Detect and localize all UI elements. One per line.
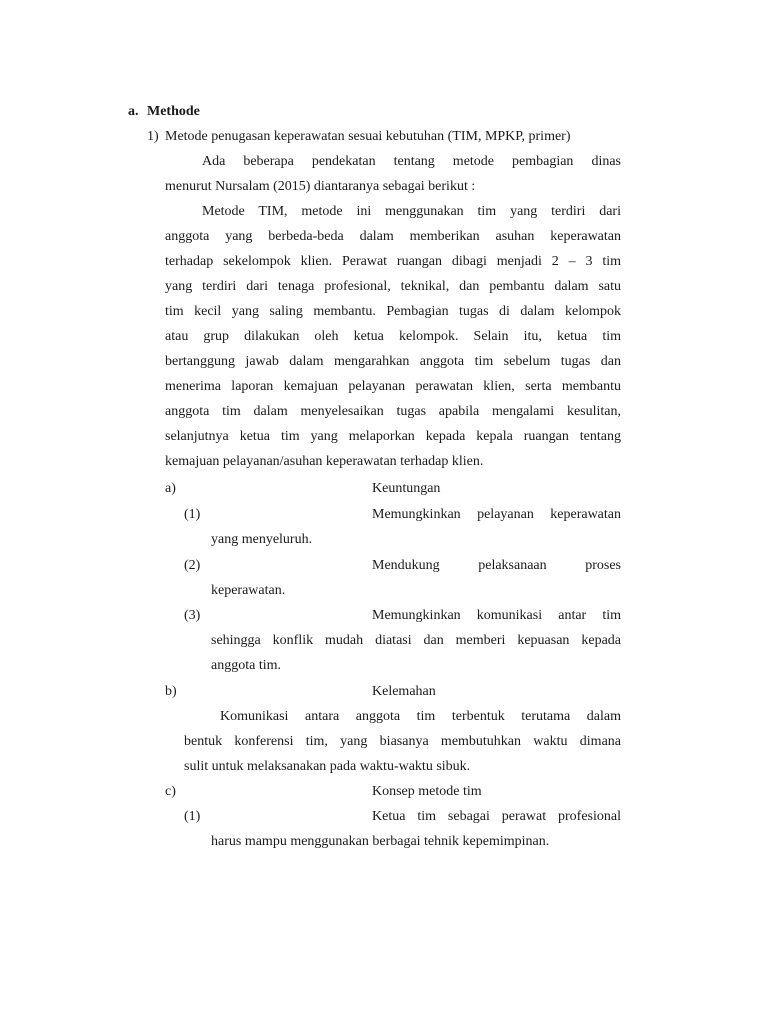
para2-line: yang terdiri dari tenaga profesional, teknikal, dan pembantu dalam satu <box>165 279 621 294</box>
sec-a-item-text: Memungkinkan pelayanan keperawatan <box>372 507 621 522</box>
sec-b-title: Kelemahan <box>372 684 436 699</box>
sec-a-item-text: sehingga konflik mudah diatasi dan memberi kepuasan kepada <box>211 633 621 648</box>
sec-b-line: Komunikasi antara anggota tim terbentuk terutama dalam <box>220 709 621 724</box>
para2-line: anggota tim dalam menyelesaikan tugas apabila mengalami kesulitan, <box>165 404 621 419</box>
para2-line: anggota yang berbeda-beda dalam memberikan asuhan keperawatan <box>165 229 621 244</box>
sec-c-item-text: Ketua tim sebagai perawat profesional <box>372 809 621 824</box>
sec-b-line: bentuk konferensi tim, yang biasanya membutuhkan waktu dimana <box>184 734 621 749</box>
para2-line: bertanggung jawab dalam mengarahkan anggota tim sebelum tugas dan <box>165 354 621 369</box>
sec-a-item-text: anggota tim. <box>211 658 281 673</box>
sec-a-item-text: Memungkinkan komunikasi antar tim <box>372 608 621 623</box>
sec-b-marker: b) <box>165 684 177 699</box>
para1-line: Ada beberapa pendekatan tentang metode pembagian dinas <box>202 154 621 169</box>
sec-a-item-marker: (3) <box>184 608 201 623</box>
sec-c-title: Konsep metode tim <box>372 784 482 799</box>
sec-a-item-text: keperawatan. <box>211 583 286 598</box>
heading-marker: a. <box>128 104 139 119</box>
sec-a-item-marker: (1) <box>184 507 201 522</box>
sec-b-line: sulit untuk melaksanakan pada waktu-waktu sibuk. <box>184 759 471 774</box>
para2-line: Metode TIM, metode ini menggunakan tim yang terdiri dari <box>202 204 621 219</box>
sec-c-marker: c) <box>165 784 176 799</box>
para2-line: atau grup dilakukan oleh ketua kelompok. Selain itu, ketua tim <box>165 329 621 344</box>
para1-line: menurut Nursalam (2015) diantaranya sebagai berikut : <box>165 179 476 194</box>
sec-a-item-text: Mendukung pelaksanaan proses <box>372 558 621 573</box>
heading-title: Methode <box>147 104 200 119</box>
sec-a-title: Keuntungan <box>372 481 441 496</box>
item1-title: Metode penugasan keperawatan sesuai kebutuhan (TIM, MPKP, primer) <box>165 129 571 144</box>
para2-line: terhadap sekelompok klien. Perawat ruangan dibagi menjadi 2 – 3 tim <box>165 254 621 269</box>
sec-a-item-text: yang menyeluruh. <box>211 532 313 547</box>
sec-c-item-text: harus mampu menggunakan berbagai tehnik kepemimpinan. <box>211 834 550 849</box>
para2-line: menerima laporan kemajuan pelayanan perawatan klien, serta membantu <box>165 379 621 394</box>
sec-c-item-marker: (1) <box>184 809 201 824</box>
para2-line: tim kecil yang saling membantu. Pembagian tugas di dalam kelompok <box>165 304 621 319</box>
para2-line: kemajuan pelayanan/asuhan keperawatan terhadap klien. <box>165 454 484 469</box>
sec-a-item-marker: (2) <box>184 558 201 573</box>
item1-marker: 1) <box>147 129 159 144</box>
para2-line: selanjutnya ketua tim yang melaporkan kepada kepala ruangan tentang <box>165 429 621 444</box>
sec-a-marker: a) <box>165 481 176 496</box>
